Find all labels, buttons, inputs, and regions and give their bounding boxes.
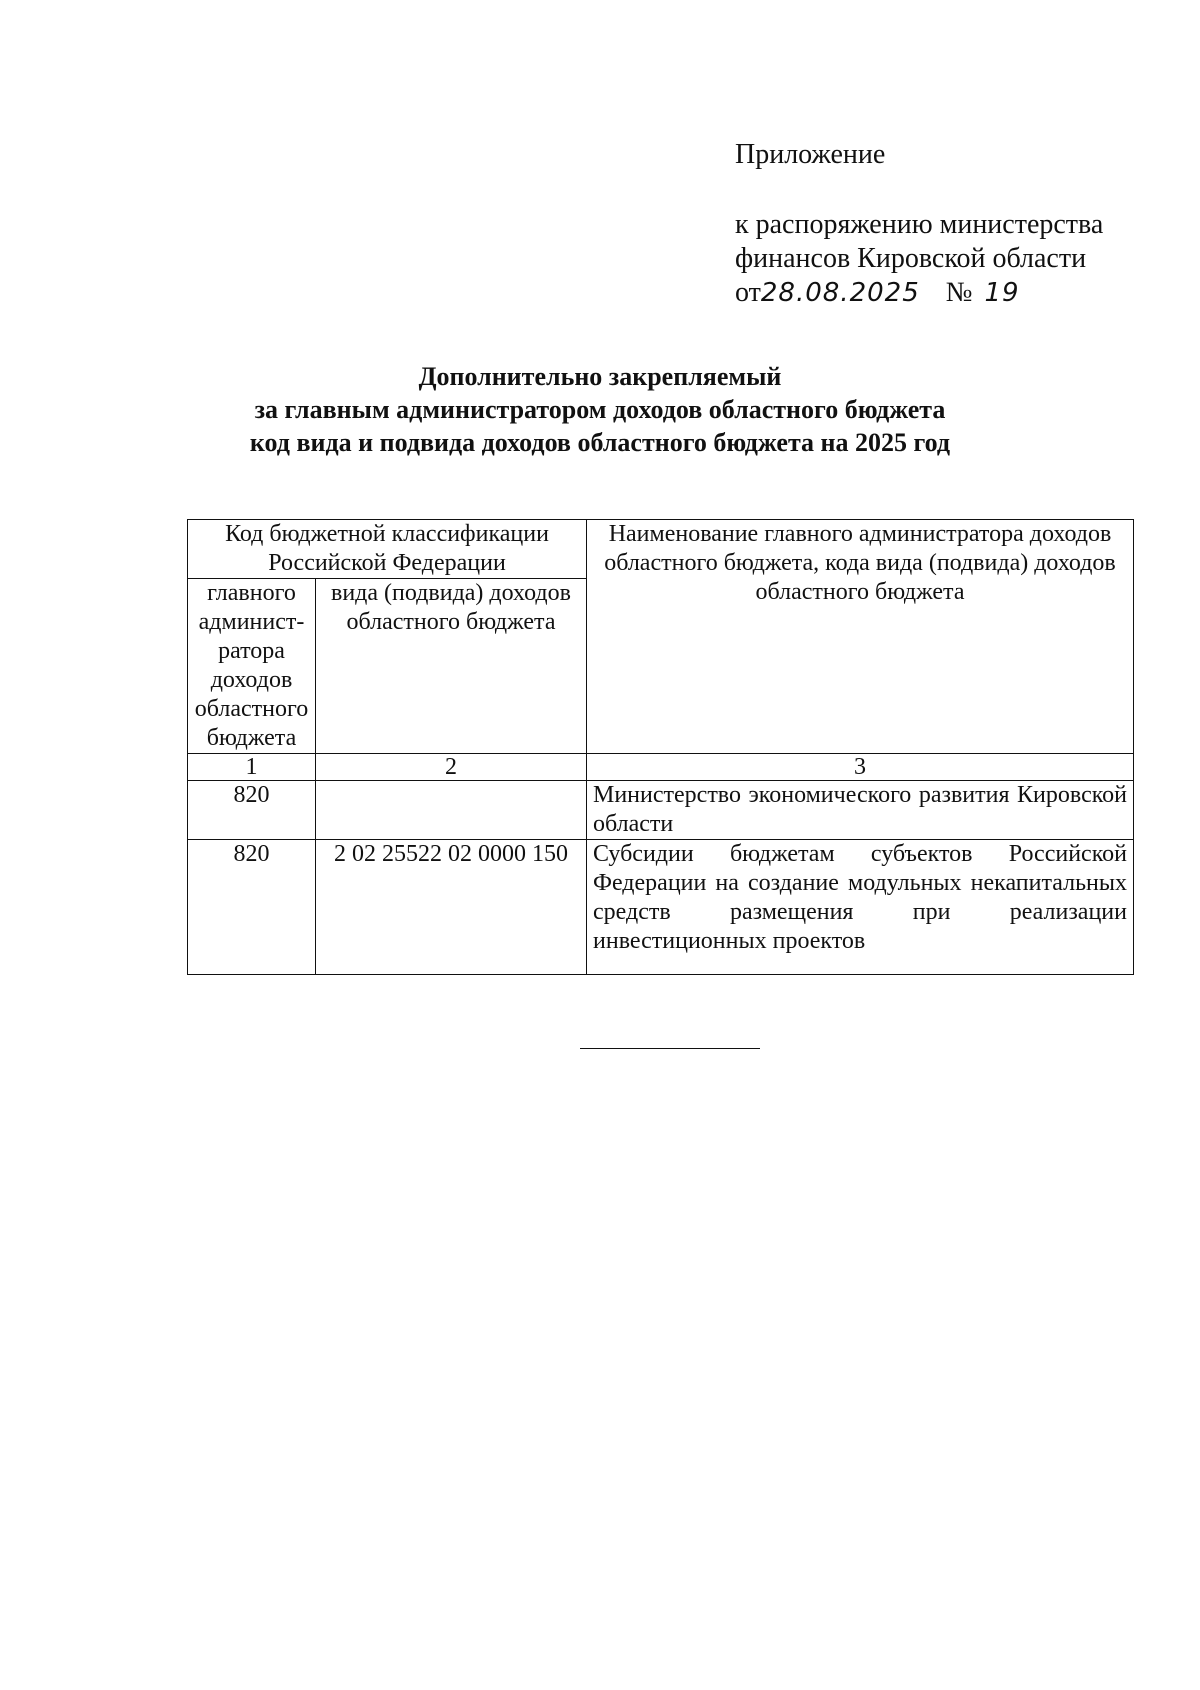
header-col1-label: главного админист-ратора доходов областного бюджета: [194, 580, 309, 751]
appendix-line-2: финансов Кировской области: [735, 243, 1087, 274]
header-col3-cell: [587, 520, 1134, 754]
document-heading: [0, 360, 1200, 459]
appendix-line-1: к распоряжению министерства: [735, 209, 1104, 240]
appendix-block: [735, 138, 1103, 310]
table-header-row: [188, 520, 1134, 579]
heading-line-3: код вида и подвида доходов областного бюджета на 2025 год: [249, 428, 951, 457]
row1-name: Министерство экономического развития Кировской области: [587, 781, 1134, 840]
column-number-3: 3: [587, 754, 1134, 781]
row1-income-code: [316, 781, 587, 840]
number-prefix: №: [945, 277, 973, 308]
header-col2-label: вида (подвида) доходов областного бюджета: [331, 580, 571, 635]
heading-line-2: за главным администратором доходов областного бюджета: [254, 395, 946, 424]
row2-income-code: 2 02 25522 02 0000 150: [316, 840, 587, 975]
appendix-title: Приложение: [735, 139, 886, 170]
budget-classification-table: [187, 519, 1134, 975]
column-number-2: 2: [316, 754, 587, 781]
appendix-date-number: [735, 276, 1103, 310]
column-number-1: 1: [188, 754, 316, 781]
handwritten-date: 28.08.2025: [760, 278, 920, 308]
heading-line-1: Дополнительно закрепляемый: [418, 362, 782, 391]
column-number-row: [188, 754, 1134, 781]
row2-admin-code: 820: [188, 840, 316, 975]
table-row: [188, 840, 1134, 975]
header-group-label: Код бюджетной классификации Российской Федерации: [225, 521, 549, 576]
end-divider-line: [580, 1048, 760, 1049]
date-prefix: от: [735, 277, 761, 308]
header-group-cell: [188, 520, 587, 579]
table-row: [188, 781, 1134, 840]
handwritten-number: 19: [984, 278, 1020, 308]
header-col3-label: Наименование главного администратора доходов областного бюджета, кода вида (подвида) доходов областного бюджета: [604, 521, 1116, 605]
header-col1-cell: [188, 579, 316, 754]
row2-name: Субсидии бюджетам субъектов Российской Федерации на создание модульных некапитальных средств размещения при реализации инвестиционных проектов: [587, 840, 1134, 975]
row1-admin-code: 820: [188, 781, 316, 840]
header-col2-cell: [316, 579, 587, 754]
